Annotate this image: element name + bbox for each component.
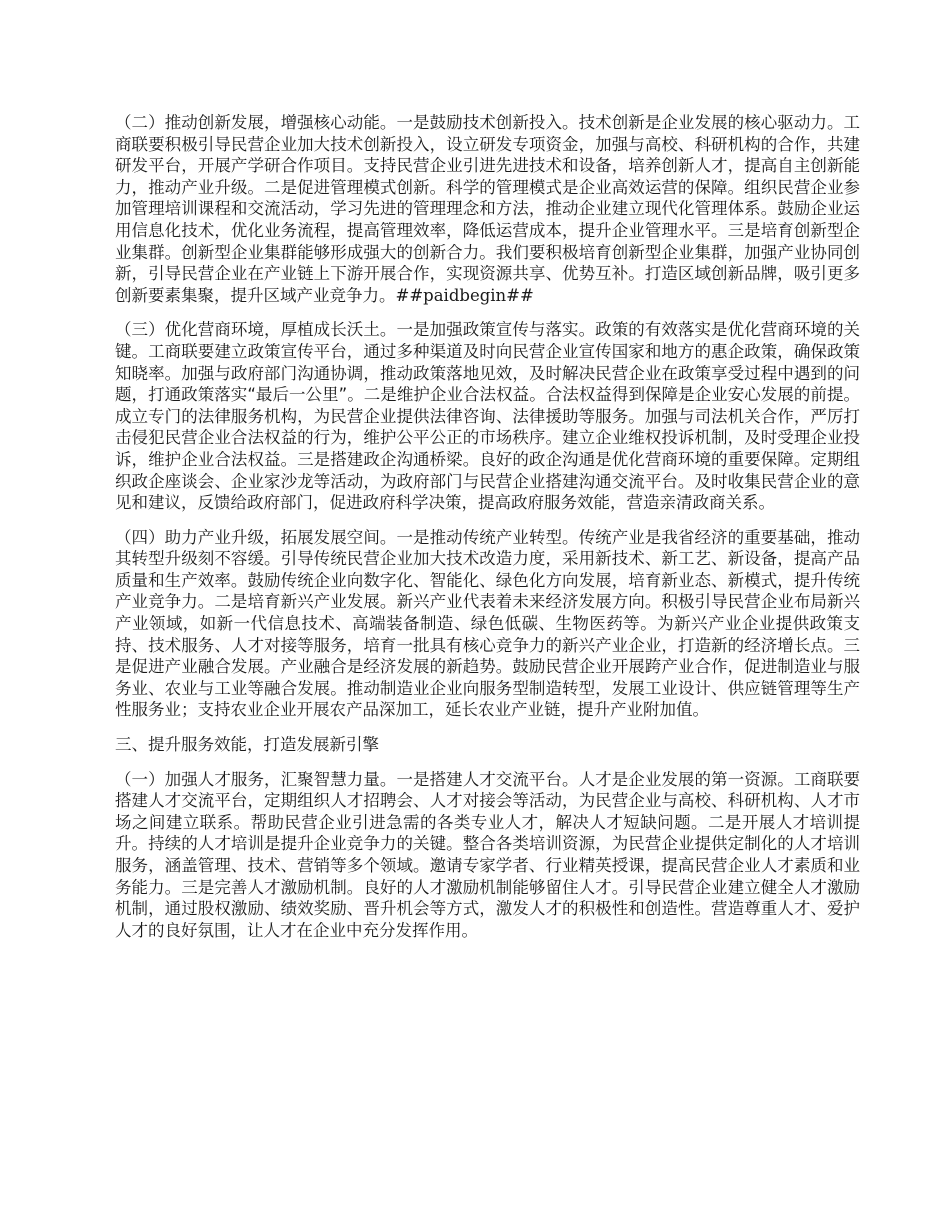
paragraph-talent-service	[115, 769, 860, 942]
paragraph-industry-upgrade	[115, 527, 860, 721]
paragraph-text: （二）推动创新发展，增强核心动能。一是鼓励技术创新投入。技术创新是企业发展的核心驱动力。工商联要积极引导民营企业加大技术创新投入，设立研发专项资金，加强与高校、科研机构的合作，共建研发平台，开展产学研合作项目。支持民营企业引进先进技术和设备，培养创新人才，提高自主创新能力，推动产业升级。二是促进管理模式创新。科学的管理模式是企业高效运营的保障。组织民营企业参加管理培训课程和交流活动，学习先进的管理理念和方法，推动企业建立现代化管理体系。鼓励企业运用信息化技术，优化业务流程，提高管理效率，降低运营成本，提升企业管理水平。三是培育创新型企业集群。创新型企业集群能够形成强大的创新合力。我们要积极培育创新型企业集群，加强产业协同创新，引导民营企业在产业链上下游开展合作，实现资源共享、优势互补。打造区域创新品牌，吸引更多创新要素集聚，提升区域产业竞争力。	[115, 113, 860, 305]
paid-begin-marker: ##paidbegin##	[395, 285, 534, 305]
section-heading	[115, 734, 860, 756]
document-body	[115, 112, 860, 954]
paragraph-text: （四）助力产业升级，拓展发展空间。一是推动传统产业转型。传统产业是我省经济的重要基础，推动其转型升级刻不容缓。引导传统民营企业加大技术改造力度，采用新技术、新工艺、新设备，提高产品质量和生产效率。鼓励传统企业向数字化、智能化、绿色化方向发展，培育新业态、新模式，提升传统产业竞争力。二是培育新兴产业发展。新兴产业代表着未来经济发展方向。积极引导民营企业布局新兴产业领域，如新一代信息技术、高端装备制造、绿色低碳、生物医药等。为新兴产业企业提供政策支持、技术服务、人才对接等服务，培育一批具有核心竞争力的新兴产业企业，打造新的经济增长点。三是促进产业融合发展。产业融合是经济发展的新趋势。鼓励民营企业开展跨产业合作，促进制造业与服务业、农业与工业等融合发展。推动制造业企业向服务型制造转型，发展工业设计、供应链管理等生产性服务业；支持农业企业开展农产品深加工，延长农业产业链，提升产业附加值。	[115, 527, 860, 720]
paragraph-text: （三）优化营商环境，厚植成长沃土。一是加强政策宣传与落实。政策的有效落实是优化营商环境的关键。工商联要建立政策宣传平台，通过多种渠道及时向民营企业宣传国家和地方的惠企政策，确保政策知晓率。加强与政府部门沟通协调，推动政策落地见效，及时解决民营企业在政策享受过程中遇到的问题，打通政策落实“最后一公里”。二是维护企业合法权益。合法权益得到保障是企业安心发展的前提。成立专门的法律服务机构，为民营企业提供法律咨询、法律援助等服务。加强与司法机关合作，严厉打击侵犯民营企业合法权益的行为，维护公平公正的市场秩序。建立企业维权投诉机制，及时受理企业投诉，维护企业合法权益。三是搭建政企沟通桥梁。良好的政企沟通是优化营商环境的重要保障。定期组织政企座谈会、企业家沙龙等活动，为政府部门与民营企业搭建沟通交流平台。及时收集民营企业的意见和建议，反馈给政府部门，促进政府科学决策，提高政府服务效能，营造亲清政商关系。	[115, 320, 860, 513]
paragraph-text: （一）加强人才服务，汇聚智慧力量。一是搭建人才交流平台。人才是企业发展的第一资源。工商联要搭建人才交流平台，定期组织人才招聘会、人才对接会等活动，为民营企业与高校、科研机构、人才市场之间建立联系。帮助民营企业引进急需的各类专业人才，解决人才短缺问题。二是开展人才培训提升。持续的人才培训是提升企业竞争力的关键。整合各类培训资源，为民营企业提供定制化的人才培训服务，涵盖管理、技术、营销等多个领域。邀请专家学者、行业精英授课，提高民营企业人才素质和业务能力。三是完善人才激励机制。良好的人才激励机制能够留住人才。引导民营企业建立健全人才激励机制，通过股权激励、绩效奖励、晋升机会等方式，激发人才的积极性和创造性。营造尊重人才、爱护人才的良好氛围，让人才在企业中充分发挥作用。	[115, 769, 860, 940]
section-heading-text: 三、提升服务效能，打造发展新引擎	[115, 735, 379, 755]
paragraph-innovation	[115, 112, 860, 306]
paragraph-business-environment	[115, 319, 860, 513]
